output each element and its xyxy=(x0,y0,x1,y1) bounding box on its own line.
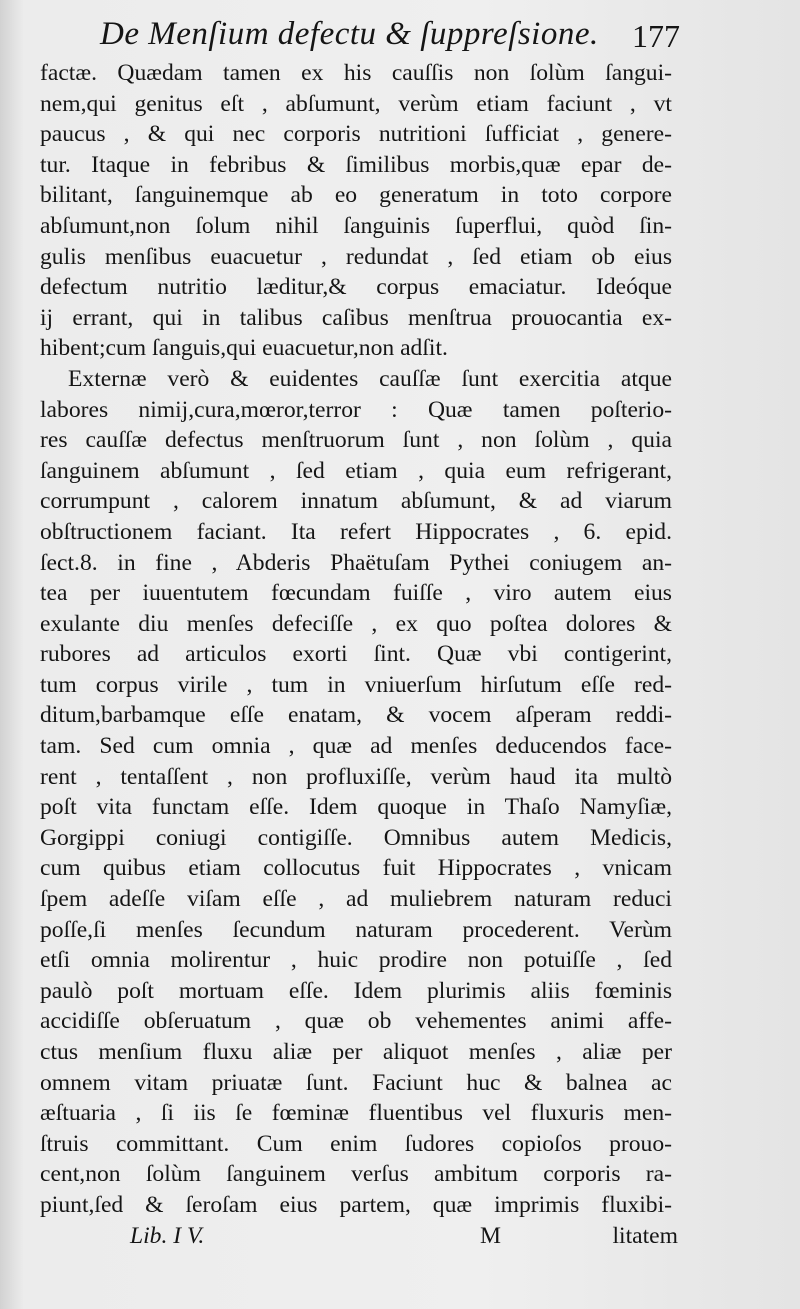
page-number: 177 xyxy=(632,18,680,54)
text-line: tea per iuuentutem fœcundam fuiſſe , viro autem eius xyxy=(40,580,672,607)
footer-book-number: Lib. I V. xyxy=(130,1223,205,1249)
text-line: factæ. Quædam tamen ex his cauſſis non ſolùm ſangui- xyxy=(40,60,672,86)
text-line: ſpem adeſſe viſam eſſe , ad muliebrem naturam reduci xyxy=(40,886,672,913)
text-line: labores nimij,cura,mœror,terror : Quæ tamen poſterio- xyxy=(40,396,672,423)
text-line: abſumunt,non ſolum nihil ſanguinis ſuperflui, quòd ſin- xyxy=(40,212,672,239)
text-line: rent , tentaſſent , non profluxiſſe, verùm haud ita multò xyxy=(40,763,672,790)
text-line: ctus menſium fluxu aliæ per aliquot menſes , aliæ per xyxy=(40,1039,672,1065)
text-line: ſtruis committant. Cum enim ſudores copioſos prouo- xyxy=(40,1130,672,1157)
page-footer xyxy=(40,1219,678,1255)
text-line: hibent;cum ſanguis,qui euacuetur,non adſit. xyxy=(40,335,448,362)
text-line: rubores ad articulos exorti ſint. Quæ vbi contigerint, xyxy=(40,641,672,668)
text-line: poſt vita functam eſſe. Idem quoque in Thaſo Namyſiæ, xyxy=(40,794,672,821)
text-line: cent,non ſolùm ſanguinem verſus ambitum corporis ra- xyxy=(40,1161,672,1188)
text-line: exulante diu menſes defeciſſe , ex quo poſtea dolores & xyxy=(40,610,672,637)
text-line: ij errant, qui in talibus caſibus menſtrua prouocantia ex- xyxy=(40,304,672,331)
text-line: nem,qui genitus eſt , abſumunt, verùm etiam faciunt , vt xyxy=(40,90,672,117)
text-line: bilitant, ſanguinemque ab eo generatum in toto corpore xyxy=(40,182,672,209)
text-line: cum quibus etiam collocutus fuit Hippocrates , vnicam xyxy=(40,855,672,882)
text-line: paucus , & qui nec corporis nutritioni ſufficiat , genere- xyxy=(40,121,672,148)
text-line: æſtuaria , ſi iis ſe fœminæ fluentibus vel fluxuris men- xyxy=(40,1100,672,1127)
text-line: gulis menſibus euacuetur , redundat , ſed etiam ob eius xyxy=(40,243,672,270)
text-line: piunt,ſed & ſeroſam eius partem, quæ imprimis fluxibi- xyxy=(40,1191,672,1218)
show-through-marginalia xyxy=(690,50,800,210)
text-line: accidiſſe obſeruatum , quæ ob vehementes animi affe- xyxy=(40,1008,672,1035)
body-text xyxy=(40,58,672,1221)
text-line: omnem vitam priuatæ ſunt. Faciunt huc & balnea ac xyxy=(40,1069,672,1096)
text-line: ditum,barbamque eſſe enatam, & vocem aſperam reddi- xyxy=(40,702,672,729)
running-title: De Menſium defectu & ſuppreſsione. xyxy=(100,16,599,52)
text-line: res cauſſæ defectus menſtruorum ſunt , non ſolùm , quia xyxy=(40,427,672,454)
text-line: corrumpunt , calorem innatum abſumunt, & ad viarum xyxy=(40,488,672,515)
text-line: paulò poſt mortuam eſſe. Idem plurimis aliis fœminis xyxy=(40,977,672,1004)
text-line: ſanguinem abſumunt , ſed etiam , quia eum refrigerant, xyxy=(40,457,672,484)
page-header xyxy=(100,14,680,58)
text-line: defectum nutritio læditur,& corpus emaciatur. Ideóque xyxy=(40,274,672,301)
text-line: obſtructionem faciant. Ita refert Hippocrates , 6. epid. xyxy=(40,518,672,545)
signature-mark: M xyxy=(480,1223,501,1249)
text-line: tum corpus virile , tum in vniuerſum hirſutum eſſe red- xyxy=(40,671,672,698)
text-line: tur. Itaque in febribus & ſimilibus morbis,quæ epar de- xyxy=(40,151,672,178)
text-line: poſſe,ſi menſes ſecundum naturam procederent. Verùm xyxy=(40,916,672,943)
catchword: litatem xyxy=(612,1223,678,1249)
text-line: etſi omnia molirentur , huic prodire non potuiſſe , ſed xyxy=(40,947,672,974)
text-line: Externæ verò & euidentes cauſſæ ſunt exercitia atque xyxy=(68,365,672,392)
text-line: ſect.8. in fine , Abderis Phaëtuſam Pythei coniugem an- xyxy=(40,549,672,576)
text-line: Gorgippi coniugi contigiſſe. Omnibus autem Medicis, xyxy=(40,824,672,851)
text-line: tam. Sed cum omnia , quæ ad menſes deducendos face- xyxy=(40,733,672,760)
